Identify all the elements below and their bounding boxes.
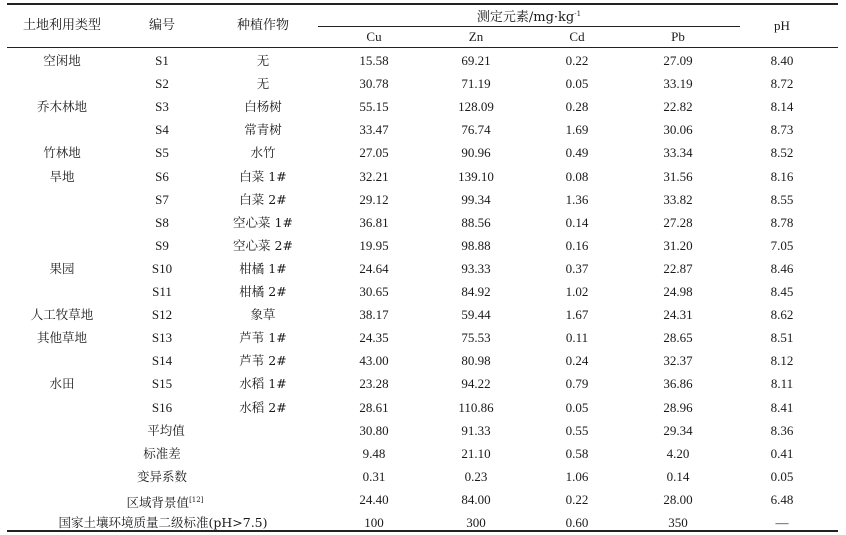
sample-id-cell: S8 <box>155 215 169 230</box>
cd-cell: 0.05 <box>565 400 589 415</box>
header-elements-label: 测定元素/mg·kg <box>476 10 575 25</box>
crop-cell: 柑橘 2# <box>239 284 287 299</box>
cd-cell: 0.28 <box>565 99 589 114</box>
zn-stat-cell: 300 <box>466 515 486 530</box>
elements-group-rule <box>318 26 740 27</box>
crop-cell: 常青树 <box>244 122 282 137</box>
header-pb: Pb <box>671 29 685 44</box>
cd-cell: 0.16 <box>565 238 589 253</box>
crop-cell: 柑橘 1# <box>239 261 287 276</box>
land-use-cell: 旱地 <box>49 169 75 184</box>
stat-label-cell <box>127 492 204 511</box>
pb-cell: 31.20 <box>663 238 693 253</box>
sample-id-cell: S2 <box>155 76 169 91</box>
land-use-cell: 空闲地 <box>43 53 81 68</box>
stat-label-cell <box>147 423 185 439</box>
zn-stat-cell: 84.00 <box>461 492 491 507</box>
pb-cell: 33.19 <box>663 76 693 91</box>
crop-cell: 无 <box>256 76 270 91</box>
header-id: 编号 <box>148 18 176 33</box>
ph-stat-cell: — <box>775 515 789 530</box>
header-zn: Zn <box>468 29 484 44</box>
land-use-cell: 水田 <box>49 376 75 391</box>
cu-stat-cell: 9.48 <box>362 446 386 461</box>
zn-stat-cell: 91.33 <box>461 423 491 438</box>
ph-cell: 8.78 <box>770 215 794 230</box>
header-ph: pH <box>774 18 790 33</box>
zn-cell: 98.88 <box>461 238 491 253</box>
pb-stat-cell: 4.20 <box>666 446 690 461</box>
zn-cell: 84.92 <box>461 284 491 299</box>
pb-cell: 27.28 <box>663 215 693 230</box>
land-use-cell: 乔木林地 <box>36 99 88 114</box>
header-land-use: 土地利用类型 <box>22 18 102 33</box>
ph-cell: 8.11 <box>770 376 794 391</box>
header-elements-unit-sup: -1 <box>574 10 582 18</box>
zn-cell: 110.86 <box>458 400 494 415</box>
land-use-cell: 竹林地 <box>43 145 81 160</box>
crop-cell: 空心菜 1# <box>233 215 293 230</box>
stat-label-text: 变异系数 <box>136 469 188 484</box>
cd-cell: 0.14 <box>565 215 589 230</box>
crop-cell: 象草 <box>250 307 276 322</box>
cu-cell: 24.64 <box>359 261 389 276</box>
pb-cell: 24.31 <box>663 307 693 322</box>
zn-cell: 90.96 <box>461 145 491 160</box>
sample-id-cell: S5 <box>155 145 169 160</box>
cu-cell: 38.17 <box>359 307 389 322</box>
header-crop: 种植作物 <box>236 18 290 33</box>
ph-cell: 8.62 <box>770 307 794 322</box>
zn-cell: 71.19 <box>461 76 491 91</box>
header-elements-group <box>477 6 581 26</box>
ph-cell: 8.52 <box>770 145 794 160</box>
cd-cell: 0.22 <box>565 53 589 68</box>
zn-stat-cell: 21.10 <box>461 446 491 461</box>
cu-cell: 55.15 <box>359 99 389 114</box>
cd-cell: 0.08 <box>565 169 589 184</box>
ph-stat-cell: 8.36 <box>770 423 794 438</box>
stat-label-cell <box>143 446 181 462</box>
cd-stat-cell: 0.55 <box>565 423 589 438</box>
cu-cell: 30.65 <box>359 284 389 299</box>
cu-stat-cell: 0.31 <box>362 469 386 484</box>
cu-cell: 30.78 <box>359 76 389 91</box>
stat-label-text: 区域背景值 <box>126 495 190 510</box>
sample-id-cell: S4 <box>155 122 169 137</box>
cd-cell: 0.05 <box>565 76 589 91</box>
cu-cell: 24.35 <box>359 330 389 345</box>
cu-cell: 15.58 <box>359 53 389 68</box>
stat-label-text: 标准差 <box>143 446 181 461</box>
ph-cell: 8.45 <box>770 284 794 299</box>
sample-id-cell: S15 <box>151 376 173 391</box>
header-bottom-rule <box>7 47 838 48</box>
crop-cell: 水稻 1# <box>239 376 287 391</box>
sample-id-cell: S1 <box>155 53 169 68</box>
zn-cell: 75.53 <box>461 330 491 345</box>
cd-cell: 0.49 <box>565 145 589 160</box>
cu-cell: 43.00 <box>359 353 389 368</box>
cu-stat-cell: 24.40 <box>359 492 389 507</box>
cd-cell: 1.02 <box>565 284 589 299</box>
sample-id-cell: S6 <box>155 169 169 184</box>
cu-stat-cell: 100 <box>364 515 384 530</box>
cd-stat-cell: 0.60 <box>565 515 589 530</box>
pb-cell: 36.86 <box>663 376 693 391</box>
ph-cell: 8.14 <box>770 99 794 114</box>
pb-cell: 28.65 <box>663 330 693 345</box>
ph-cell: 8.40 <box>770 53 794 68</box>
crop-cell: 芦苇 2# <box>239 353 287 368</box>
pb-cell: 24.98 <box>663 284 693 299</box>
pb-cell: 27.09 <box>663 53 693 68</box>
cd-cell: 1.69 <box>565 122 589 137</box>
ph-cell: 8.51 <box>770 330 794 345</box>
ph-cell: 8.16 <box>770 169 794 184</box>
sample-id-cell: S7 <box>155 192 169 207</box>
land-use-cell: 人工牧草地 <box>30 307 94 322</box>
sample-id-cell: S11 <box>152 284 172 299</box>
pb-cell: 32.37 <box>663 353 693 368</box>
ph-cell: 8.46 <box>770 261 794 276</box>
ph-cell: 8.55 <box>770 192 794 207</box>
zn-cell: 128.09 <box>458 99 494 114</box>
zn-cell: 76.74 <box>461 122 491 137</box>
pb-cell: 31.56 <box>663 169 693 184</box>
cu-cell: 36.81 <box>359 215 389 230</box>
pb-cell: 33.82 <box>663 192 693 207</box>
pb-stat-cell: 29.34 <box>663 423 693 438</box>
stat-label-text: 国家土壤环境质量二级标准(pH>7.5) <box>58 515 268 530</box>
cd-stat-cell: 1.06 <box>565 469 589 484</box>
stat-label-cell <box>58 515 267 531</box>
sample-id-cell: S10 <box>151 261 173 276</box>
cu-cell: 19.95 <box>359 238 389 253</box>
sample-id-cell: S16 <box>151 400 173 415</box>
zn-stat-cell: 0.23 <box>464 469 488 484</box>
land-use-cell: 果园 <box>49 261 75 276</box>
cd-cell: 0.79 <box>565 376 589 391</box>
pb-cell: 28.96 <box>663 400 693 415</box>
pb-stat-cell: 350 <box>668 515 688 530</box>
crop-cell: 空心菜 2# <box>233 238 293 253</box>
sample-id-cell: S3 <box>155 99 169 114</box>
stat-label-reference: [12] <box>189 496 204 504</box>
crop-cell: 无 <box>256 53 270 68</box>
zn-cell: 99.34 <box>461 192 491 207</box>
zn-cell: 80.98 <box>461 353 491 368</box>
crop-cell: 水稻 2# <box>239 400 287 415</box>
cd-stat-cell: 0.22 <box>565 492 589 507</box>
cd-cell: 0.37 <box>565 261 589 276</box>
crop-cell: 白菜 1# <box>239 169 287 184</box>
zn-cell: 59.44 <box>461 307 491 322</box>
cu-cell: 28.61 <box>359 400 389 415</box>
pb-cell: 22.87 <box>663 261 693 276</box>
zn-cell: 88.56 <box>461 215 491 230</box>
cd-cell: 0.24 <box>565 353 589 368</box>
cu-cell: 32.21 <box>359 169 389 184</box>
cd-cell: 1.67 <box>565 307 589 322</box>
cu-cell: 23.28 <box>359 376 389 391</box>
crop-cell: 白菜 2# <box>239 192 287 207</box>
sample-id-cell: S14 <box>151 353 173 368</box>
zn-cell: 139.10 <box>458 169 494 184</box>
stat-label-cell <box>137 469 187 485</box>
zn-cell: 94.22 <box>461 376 491 391</box>
crop-cell: 水竹 <box>250 145 276 160</box>
ph-stat-cell: 6.48 <box>770 492 794 507</box>
ph-cell: 8.72 <box>770 76 794 91</box>
pb-stat-cell: 28.00 <box>663 492 693 507</box>
ph-cell: 7.05 <box>770 238 794 253</box>
ph-cell: 8.41 <box>770 400 794 415</box>
crop-cell: 白杨树 <box>244 99 282 114</box>
pb-cell: 33.34 <box>663 145 693 160</box>
top-rule <box>7 3 838 5</box>
pb-cell: 22.82 <box>663 99 693 114</box>
cu-cell: 29.12 <box>359 192 389 207</box>
sample-id-cell: S12 <box>151 307 173 322</box>
land-use-cell: 其他草地 <box>36 330 88 345</box>
header-cu: Cu <box>366 29 382 44</box>
sample-id-cell: S9 <box>155 238 169 253</box>
pb-cell: 30.06 <box>663 122 693 137</box>
ph-cell: 8.73 <box>770 122 794 137</box>
crop-cell: 芦苇 1# <box>239 330 287 345</box>
pb-stat-cell: 0.14 <box>666 469 690 484</box>
cd-cell: 1.36 <box>565 192 589 207</box>
zn-cell: 69.21 <box>461 53 491 68</box>
ph-stat-cell: 0.05 <box>770 469 794 484</box>
cd-cell: 0.11 <box>565 330 589 345</box>
cd-stat-cell: 0.58 <box>565 446 589 461</box>
sample-id-cell: S13 <box>151 330 173 345</box>
ph-stat-cell: 0.41 <box>770 446 794 461</box>
zn-cell: 93.33 <box>461 261 491 276</box>
stat-label-text: 平均值 <box>147 423 185 438</box>
cu-stat-cell: 30.80 <box>359 423 389 438</box>
cu-cell: 33.47 <box>359 122 389 137</box>
ph-cell: 8.12 <box>770 353 794 368</box>
cu-cell: 27.05 <box>359 145 389 160</box>
header-cd: Cd <box>569 29 585 44</box>
